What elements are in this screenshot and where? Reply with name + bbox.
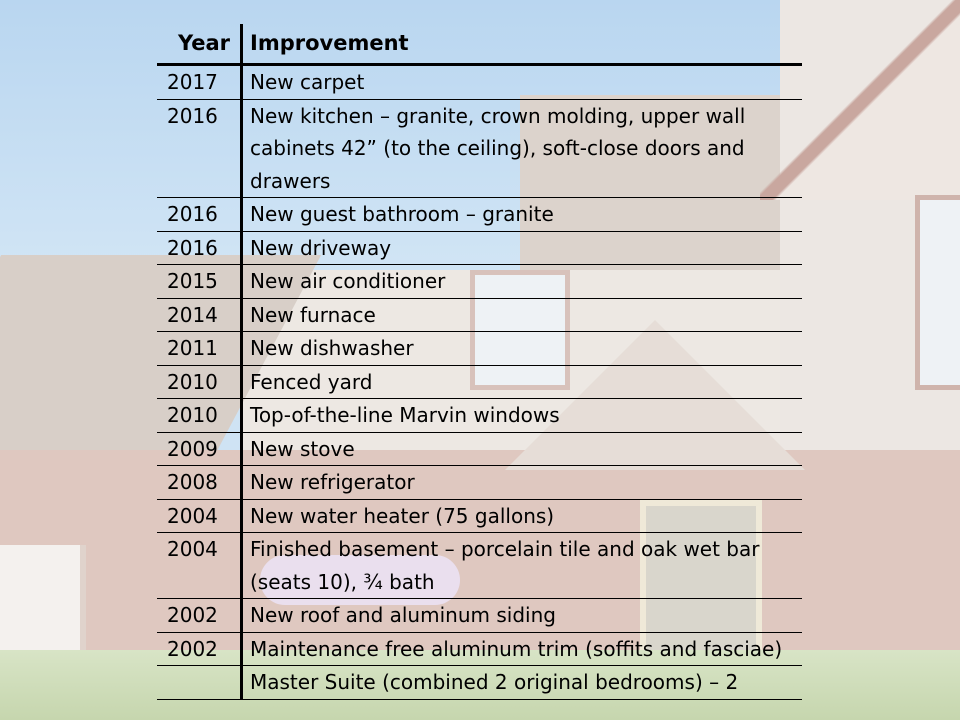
year-cell: 2014 <box>157 299 243 332</box>
improvement-cell: New kitchen – granite, crown molding, upper wall cabinets 42” (to the ceiling), soft-close doors and drawers <box>250 103 746 193</box>
improvement-cell: New carpet <box>250 70 365 94</box>
table-row <box>157 366 802 400</box>
improvement-cell: Finished basement – porcelain tile and oak wet bar (seats 10), ¾ bath <box>250 537 760 594</box>
year-cell: 2016 <box>157 198 243 231</box>
year-cell: 2010 <box>157 399 243 432</box>
table-row <box>157 299 802 333</box>
year-cell: 2002 <box>157 599 243 632</box>
year-column-header: Year <box>157 24 243 63</box>
year-cell: 2010 <box>157 366 243 399</box>
table-row <box>157 466 802 500</box>
year-cell: 2016 <box>157 232 243 265</box>
improvements-table <box>157 24 802 700</box>
improvement-cell: New roof and aluminum siding <box>250 603 556 627</box>
table-row <box>157 232 802 266</box>
table-row <box>157 66 802 100</box>
improvement-cell: New guest bathroom – granite <box>250 202 554 226</box>
year-cell: 2004 <box>157 500 243 533</box>
table-row <box>157 500 802 534</box>
table-row <box>157 433 802 467</box>
improvement-cell: Top-of-the-line Marvin windows <box>250 403 560 427</box>
year-cell: 2017 <box>157 66 243 99</box>
table-header <box>157 24 802 66</box>
improvement-column-header: Improvement <box>250 31 409 55</box>
improvement-cell: Master Suite (combined 2 original bedrooms) – 2 <box>250 670 739 694</box>
improvement-cell: Fenced yard <box>250 369 373 394</box>
table-row <box>157 633 802 667</box>
year-cell: 2011 <box>157 332 243 365</box>
table-row <box>157 533 802 599</box>
year-cell: 2015 <box>157 265 243 298</box>
year-cell: 2008 <box>157 466 243 499</box>
improvement-cell: New refrigerator <box>250 470 415 494</box>
improvement-cell: New air conditioner <box>250 269 446 293</box>
improvement-cell: Maintenance free aluminum trim (soffits and fasciae) <box>250 636 783 661</box>
improvement-cell: New furnace <box>250 302 376 327</box>
table-row <box>157 599 802 633</box>
table-row <box>157 399 802 433</box>
year-cell <box>157 666 243 699</box>
improvement-cell: New water heater (75 gallons) <box>250 503 555 528</box>
year-cell: 2009 <box>157 433 243 466</box>
improvement-cell: New driveway <box>250 235 392 260</box>
table-row <box>157 100 802 199</box>
year-cell: 2016 <box>157 100 243 198</box>
year-cell: 2004 <box>157 533 243 598</box>
table-row <box>157 666 802 700</box>
table-row <box>157 265 802 299</box>
improvement-cell: New dishwasher <box>250 336 414 360</box>
improvement-cell: New stove <box>250 436 355 461</box>
table-row <box>157 332 802 366</box>
table-row <box>157 198 802 232</box>
year-cell: 2002 <box>157 633 243 666</box>
